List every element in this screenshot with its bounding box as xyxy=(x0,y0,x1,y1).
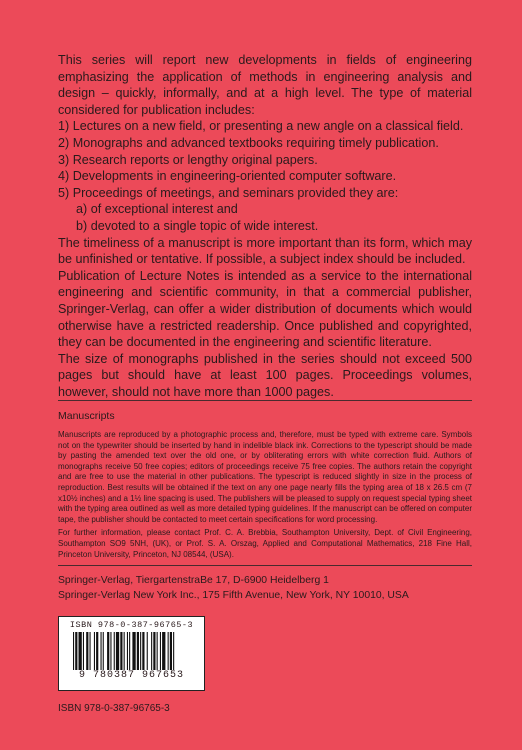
barcode-bar xyxy=(96,632,98,670)
timeliness-paragraph: The timeliness of a manuscript is more important than its form, which may be unfinished or tentative. If possible, a subject index should be included. xyxy=(58,235,472,267)
barcode-bar xyxy=(73,632,74,670)
barcode-bar xyxy=(89,632,90,670)
barcode-bar xyxy=(107,632,109,670)
barcode-bar xyxy=(132,632,135,670)
barcode-bar xyxy=(100,632,101,670)
address-new-york: Springer-Verlag New York Inc., 175 Fifth Avenue, New York, NY 10010, USA xyxy=(58,590,409,601)
address-heidelberg: Springer-Verlag, TiergartenstraBe 17, D-6900 Heidelberg 1 xyxy=(58,575,329,586)
divider-top xyxy=(58,400,472,401)
list-item: 1) Lectures on a new field, or presenting a new angle on a classical field. xyxy=(58,119,464,134)
contact-paragraph: For further information, please contact Prof. C. A. Brebbia, Southampton University, Dept. of Civil Engineering, Southampton SO9 5NH, (UK), or Prof. S. A. Orszag, Applied and Computational Mathematics, 218 Fine Hall, Princeton University, Princeton, NJ 08544, (USA). xyxy=(58,528,472,559)
list-item: 4) Developments in engineering-oriented computer software. xyxy=(58,169,397,184)
barcode-bar xyxy=(78,632,81,670)
barcode-number: 9 780387 967653 xyxy=(78,670,184,681)
barcode-bar xyxy=(173,632,174,670)
barcode-bar xyxy=(113,632,114,670)
manuscripts-heading: Manuscripts xyxy=(58,410,115,422)
barcode-bar xyxy=(75,632,77,670)
barcode-bar xyxy=(169,632,171,670)
series-description xyxy=(58,52,472,400)
barcode-bar xyxy=(86,632,88,670)
size-paragraph: The size of monographs published in the series should not exceed 500 pages but should have at least 100 pages. Proceedings volumes, however, should not have more than 1000 pages. xyxy=(58,351,472,399)
barcode-bar xyxy=(102,632,103,670)
list-item: 5) Proceedings of meetings, and seminars provided they are: xyxy=(58,185,399,200)
list-item: 2) Monographs and advanced textbooks requiring timely publication. xyxy=(58,135,439,150)
barcode-bar xyxy=(159,632,160,670)
barcode-bar xyxy=(115,632,118,670)
barcode-bar xyxy=(123,632,124,670)
publication-paragraph: Publication of Lecture Notes is intended as a service to the international engineering and scientific community, in that a commercial publisher, Springer-Verlag, can offer a wider distribution of documents which would otherwise have a restricted readership. Once published and copyrighted, they can be documented in the engineering and scientific literature. xyxy=(58,268,472,350)
barcode xyxy=(58,616,205,691)
sublist-item: a) of exceptional interest and xyxy=(76,202,238,217)
barcode-bar xyxy=(136,632,138,670)
intro-paragraph: This series will report new developments in fields of engineering emphasizing the application of methods in engineering analysis and design – quickly, informally, and at a high level. The type of material considered for publication includes: xyxy=(58,53,472,117)
manuscripts-section xyxy=(58,410,472,563)
divider-bottom xyxy=(58,565,472,566)
barcode-bar xyxy=(156,632,157,670)
publisher-address xyxy=(58,573,472,603)
barcode-bar xyxy=(126,632,127,670)
barcode-bars xyxy=(67,632,197,670)
barcode-bar xyxy=(93,632,94,670)
manuscripts-body: Manuscripts are reproduced by a photographic process and, therefore, must be typed with extreme care. Symbols not on the typewriter should be inserted by hand in indelible black ink. Corrections to the typescript should be made by pasting the amended text over the old one, or by obliterating errors with white correction fluid. Authors of monographs receive 50 free copies; editors of proceedings receive 75 free copies. The authors retain the copyright and are free to use the material in other publications. The typescript is reduced slightly in size in the process of reproduction. Best results will be obtained if the text on any one page nearly fills the typing area of 18 x 26.5 cm (7 x10½ inches) and a 1½ line spacing is used. The publishers will be pleased to supply on request special typing sheet with the typing area outlined as well as more detailed typing guidelines. If the manuscript can be offered on computer tape, the publisher should be contacted to meet certain specifications for word processing. xyxy=(58,430,472,524)
barcode-bar xyxy=(120,632,122,670)
barcode-bar xyxy=(167,632,168,670)
barcode-bar xyxy=(82,632,83,670)
isbn-text: ISBN 978-0-387-96765-3 xyxy=(58,703,170,714)
material-list xyxy=(58,118,472,234)
barcode-bar xyxy=(140,632,141,670)
barcode-bar xyxy=(129,632,130,670)
barcode-bar xyxy=(151,632,152,670)
barcode-bar xyxy=(146,632,147,670)
barcode-isbn-label: ISBN 978-0-387-96765-3 xyxy=(69,620,194,630)
barcode-bar xyxy=(142,632,144,670)
list-item: 3) Research reports or lengthy original papers. xyxy=(58,152,318,167)
barcode-bar xyxy=(162,632,165,670)
sublist-item: b) devoted to a single topic of wide interest. xyxy=(76,218,319,233)
barcode-bar xyxy=(153,632,155,670)
barcode-bar xyxy=(110,632,111,670)
